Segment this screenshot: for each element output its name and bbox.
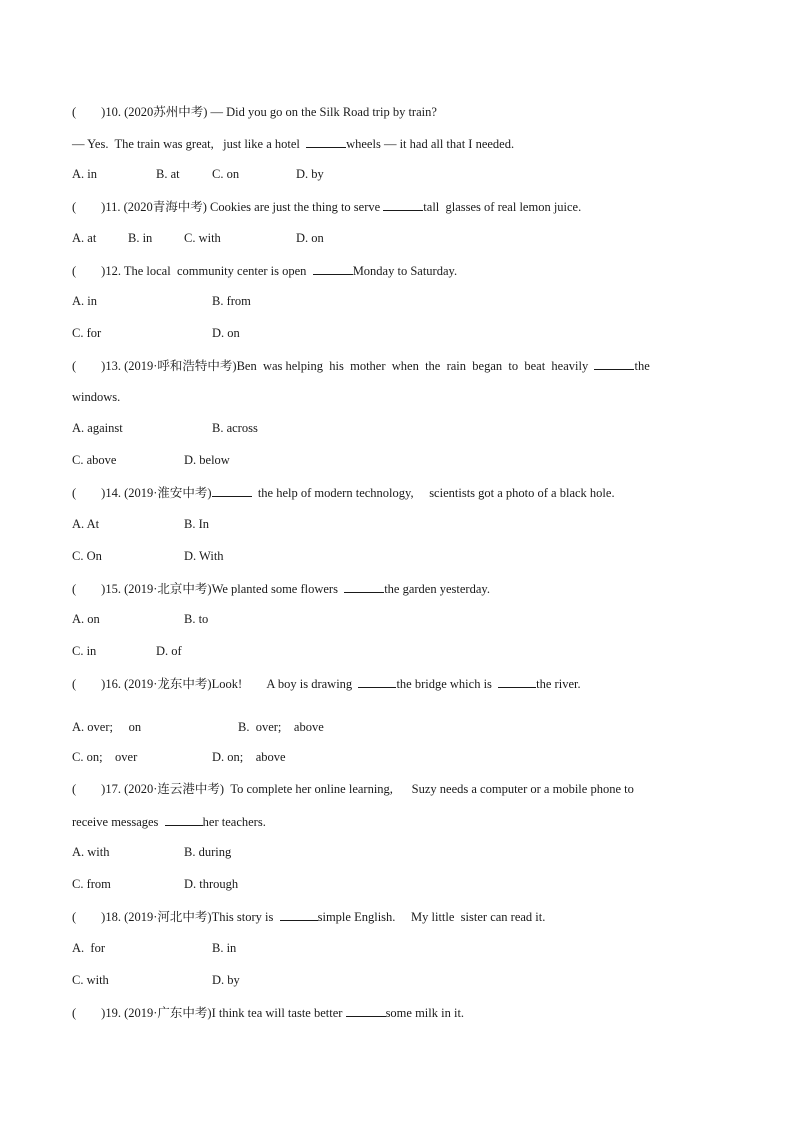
answer-blank[interactable] [165, 813, 203, 826]
option-b[interactable]: B. in [212, 941, 237, 955]
answer-blank[interactable] [358, 675, 396, 688]
option-d[interactable]: D. through [184, 877, 239, 891]
answer-blank[interactable] [212, 484, 252, 497]
question-13-stem-cont: windows. [72, 390, 121, 404]
question-18-stem: ( )18. (2019·河北中考)This story is simple English. My little sister can read it. [72, 910, 546, 924]
answer-blank[interactable] [313, 262, 353, 275]
question-19-stem: ( )19. (2019·广东中考)I think tea will taste better some milk in it. [72, 1006, 465, 1020]
option-c[interactable]: C. with [72, 973, 109, 987]
option-b[interactable]: B. during [184, 845, 232, 859]
option-c[interactable]: C. with [184, 231, 221, 245]
option-a[interactable]: A. over; on [72, 720, 142, 734]
option-b[interactable]: B. to [184, 612, 209, 626]
option-d[interactable]: D. on [212, 326, 240, 340]
question-10-stem-cont: — Yes. The train was great, just like a hotel wheels — it had all that I needed. [72, 137, 515, 151]
option-d[interactable]: D. on [296, 231, 324, 245]
option-a[interactable]: A. in [72, 167, 97, 181]
option-a[interactable]: A. for [72, 941, 105, 955]
option-d[interactable]: D. by [296, 167, 324, 181]
option-c[interactable]: C. for [72, 326, 102, 340]
answer-blank[interactable] [383, 198, 423, 211]
option-c[interactable]: C. on [212, 167, 240, 181]
option-d[interactable]: D. With [184, 549, 224, 563]
option-a[interactable]: A. with [72, 845, 110, 859]
answer-blank[interactable] [346, 1004, 386, 1017]
option-b[interactable]: B. In [184, 517, 209, 531]
option-a[interactable]: A. At [72, 517, 100, 531]
option-b[interactable]: B. in [128, 231, 153, 245]
question-16-stem: ( )16. (2019·龙东中考)Look! A boy is drawing the bridge which is the river. [72, 677, 581, 691]
option-c[interactable]: C. On [72, 549, 102, 563]
option-c[interactable]: C. from [72, 877, 111, 891]
option-c[interactable]: C. in [72, 644, 97, 658]
option-a[interactable]: A. against [72, 421, 123, 435]
question-11-stem: ( )11. (2020青海中考) Cookies are just the thing to serve tall glasses of real lemon juice. [72, 200, 582, 214]
answer-blank[interactable] [344, 580, 384, 593]
question-13-stem: ( )13. (2019·呼和浩特中考)Ben was helping his mother when the rain began to beat heavily the [72, 359, 650, 373]
option-a[interactable]: A. on [72, 612, 100, 626]
question-14-stem: ( )14. (2019·淮安中考) the help of modern technology, scientists got a photo of a black hole. [72, 486, 615, 500]
option-d[interactable]: D. by [212, 973, 240, 987]
question-17-stem: ( )17. (2020·连云港中考) To complete her online learning, Suzy needs a computer or a mobile phone to [72, 782, 634, 796]
question-17-stem-cont: receive messages her teachers. [72, 815, 266, 829]
question-10-stem: ( )10. (2020苏州中考) — Did you go on the Silk Road trip by train? [72, 105, 437, 119]
option-a[interactable]: A. at [72, 231, 97, 245]
option-a[interactable]: A. in [72, 294, 97, 308]
option-b[interactable]: B. over; above [238, 720, 324, 734]
answer-blank[interactable] [594, 357, 634, 370]
answer-blank[interactable] [306, 135, 346, 148]
option-c[interactable]: C. on; over [72, 750, 138, 764]
option-d[interactable]: D. below [184, 453, 230, 467]
option-b[interactable]: B. at [156, 167, 180, 181]
option-b[interactable]: B. across [212, 421, 258, 435]
option-b[interactable]: B. from [212, 294, 251, 308]
option-d[interactable]: D. on; above [212, 750, 286, 764]
answer-blank[interactable] [498, 675, 536, 688]
option-d[interactable]: D. of [156, 644, 182, 658]
option-c[interactable]: C. above [72, 453, 117, 467]
question-15-stem: ( )15. (2019·北京中考)We planted some flowers the garden yesterday. [72, 582, 490, 596]
question-12-stem: ( )12. The local community center is open Monday to Saturday. [72, 264, 458, 278]
answer-blank[interactable] [280, 908, 318, 921]
